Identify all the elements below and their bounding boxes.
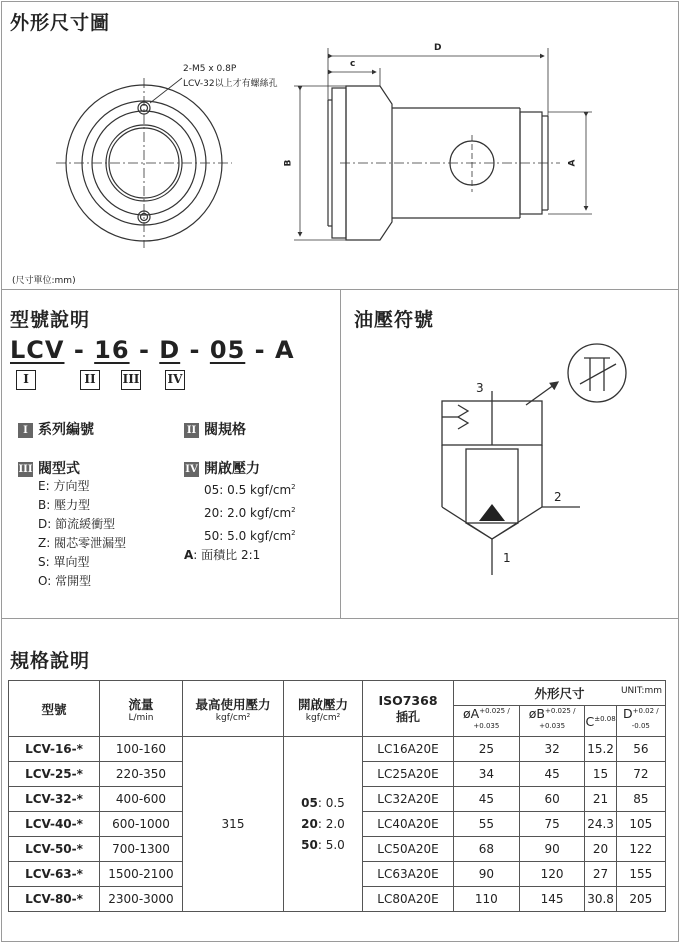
table-row: LCV-50-* 700-1300 LC50A20E 68 90 20 122 xyxy=(9,837,666,862)
dim-b-label: B xyxy=(283,159,294,167)
dim-d-label: D xyxy=(434,43,442,53)
port-1-label: 1 xyxy=(503,551,511,565)
pressure-list xyxy=(204,477,296,546)
pressure-item: 05: 0.5 kgf/$cm^2$ xyxy=(204,483,296,497)
header-col-c: $C^{\pm 0.08}$ xyxy=(585,706,616,737)
section-valve-type xyxy=(18,458,80,478)
header-iso: ISO7368 插孔 xyxy=(363,681,454,737)
dimension-lines xyxy=(294,48,592,240)
header-open-pressure: 開啟壓力 kgf/cm² xyxy=(284,681,363,737)
type-item: D: 節流緩衝型 xyxy=(38,517,116,531)
side-view xyxy=(328,86,560,240)
roman-2: II xyxy=(80,370,100,390)
spec-title: 規格說明 xyxy=(10,650,91,672)
hydraulic-symbol xyxy=(340,289,677,617)
section-label: 閥規格 xyxy=(204,422,246,438)
max-pressure-cell: 315 xyxy=(183,737,284,912)
section-num: II xyxy=(184,423,199,438)
header-max-pressure: 最高使用壓力 kgf/cm² xyxy=(183,681,284,737)
table-row: LCV-80-* 2300-3000 LC80A20E 110 145 30.8 205 xyxy=(9,887,666,912)
symbol-title: 油壓符號 xyxy=(354,309,435,331)
type-item: O: 常開型 xyxy=(38,574,92,588)
table-row: LCV-32-* 400-600 LC32A20E 45 60 21 85 xyxy=(9,787,666,812)
code-sep: - xyxy=(73,336,85,364)
header-model: 型號 xyxy=(9,681,100,737)
dim-c-label: c xyxy=(350,59,356,69)
section-label: 系列編號 xyxy=(38,422,94,438)
code-sep: - xyxy=(189,336,201,364)
code-part-type: D xyxy=(159,336,181,364)
code-sep: - xyxy=(138,336,150,364)
unit-note: (尺寸單位:mm) xyxy=(12,276,76,286)
model-title: 型號說明 xyxy=(10,309,91,331)
outline-drawing xyxy=(0,0,680,290)
type-item: Z: 閥芯零泄漏型 xyxy=(38,536,127,550)
type-item: B: 壓力型 xyxy=(38,498,91,512)
code-part-area: A xyxy=(274,336,295,364)
table-row: LCV-25-* 220-350 LC25A20E 34 45 15 72 xyxy=(9,762,666,787)
header-col-a: $øA^{+0.025 / +0.035}$ xyxy=(454,706,520,737)
area-ratio xyxy=(184,546,260,565)
table-row: LCV-16-* 100-160 315 05: 0.5 20: 2.0 50: 5.0 LC16A20E 25 32 15.2 56 xyxy=(9,737,666,762)
type-item: S: 單向型 xyxy=(38,555,90,569)
table-row: LCV-40-* 600-1000 LC40A20E 55 75 24.3 105 xyxy=(9,812,666,837)
code-part-series: LCV xyxy=(10,336,65,364)
outline-title: 外形尺寸圖 xyxy=(10,12,111,34)
port-3-label: 3 xyxy=(476,381,484,395)
section-series xyxy=(18,419,94,439)
section-open-pressure xyxy=(184,458,260,478)
type-list xyxy=(38,477,126,591)
code-part-size: 16 xyxy=(94,336,130,364)
code-part-pressure: 05 xyxy=(209,336,246,364)
pressure-item: 20: 2.0 kgf/$cm^2$ xyxy=(204,506,296,520)
header-outline: 外形尺寸 UNIT:mm xyxy=(454,681,666,706)
open-pressure-cell: 05: 0.5 20: 2.0 50: 5.0 xyxy=(284,737,363,912)
note-line2: LCV-32以上才有螺絲孔 xyxy=(183,79,278,89)
front-view xyxy=(56,78,232,248)
roman-4: IV xyxy=(165,370,185,390)
header-unit: UNIT:mm xyxy=(620,686,662,696)
area-text: : 面積比 2:1 xyxy=(193,548,261,562)
spec-table xyxy=(8,680,666,912)
header-col-b: $øB^{+0.025 / +0.035}$ xyxy=(519,706,585,737)
table-row: LCV-63-* 1500-2100 LC63A20E 90 120 27 155 xyxy=(9,862,666,887)
port-2-label: 2 xyxy=(554,490,562,504)
type-item: E: 方向型 xyxy=(38,479,90,493)
section-label: 開啟壓力 xyxy=(204,461,260,477)
section-label: 閥型式 xyxy=(38,461,80,477)
section-num: III xyxy=(18,464,33,475)
code-sep: - xyxy=(254,336,266,364)
header-flow: 流量 L/min xyxy=(100,681,183,737)
section-num: IV xyxy=(185,464,198,475)
area-key: A xyxy=(184,548,194,562)
section-valve-size xyxy=(184,419,246,439)
section-num: I xyxy=(18,423,33,438)
pressure-item: 50: 5.0 kgf/$cm^2$ xyxy=(204,529,296,543)
dim-a-label: A xyxy=(567,159,578,167)
header-col-d: $D^{+0.02 / -0.05}$ xyxy=(616,706,665,737)
note-line1: 2-M5 x 0.8P xyxy=(183,64,237,74)
roman-1: I xyxy=(16,370,36,390)
roman-3: III xyxy=(121,370,141,390)
model-code xyxy=(10,336,295,364)
